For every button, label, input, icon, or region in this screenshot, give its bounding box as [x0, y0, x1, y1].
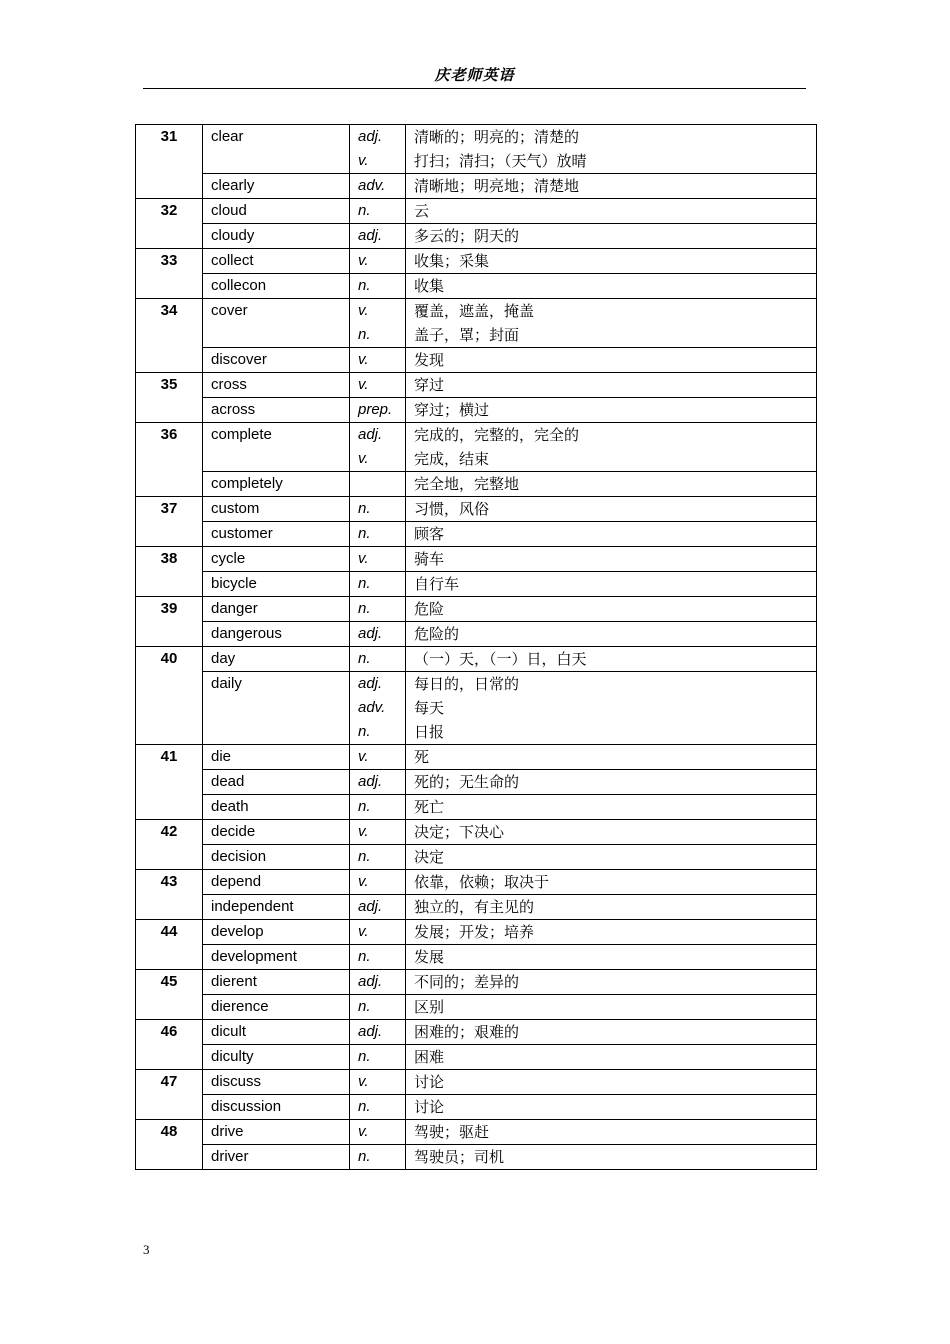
- word-cell: custom: [203, 497, 350, 522]
- definition-cell: [406, 125, 817, 174]
- definition: 发展: [414, 948, 445, 966]
- definition-cell: [406, 1045, 817, 1070]
- definition-cell: [406, 174, 817, 199]
- entry-number: 40: [136, 647, 203, 745]
- table-row: [136, 672, 817, 745]
- definition-cell: [406, 373, 817, 398]
- table-row: [136, 572, 817, 597]
- part-of-speech-cell: [350, 472, 406, 497]
- part-of-speech-cell: [350, 970, 406, 995]
- part-of-speech: adj.: [358, 625, 383, 642]
- part-of-speech: adv.: [358, 177, 386, 194]
- vocabulary-table-body: [136, 125, 817, 1170]
- entry-number: 43: [136, 870, 203, 920]
- table-row: [136, 1095, 817, 1120]
- word-cell: death: [203, 795, 350, 820]
- entry-number: 48: [136, 1120, 203, 1170]
- word-cell: cross: [203, 373, 350, 398]
- definition-cell: [406, 1120, 817, 1145]
- part-of-speech-cell: [350, 1045, 406, 1070]
- part-of-speech: [358, 472, 397, 496]
- definition: 收集: [414, 277, 445, 295]
- table-row: [136, 1020, 817, 1045]
- entry-number: 32: [136, 199, 203, 249]
- definition-cell: [406, 224, 817, 249]
- part-of-speech-cell: [350, 920, 406, 945]
- part-of-speech-cell: [350, 672, 406, 745]
- definition-cell: [406, 970, 817, 995]
- definition: 区别: [414, 998, 445, 1016]
- table-row: [136, 745, 817, 770]
- word-cell: discuss: [203, 1070, 350, 1095]
- part-of-speech: n.: [358, 500, 371, 517]
- definition-cell: [406, 472, 817, 497]
- definition: 打扫；清扫；（天气）放晴: [414, 152, 587, 170]
- part-of-speech: n.: [358, 948, 371, 965]
- word-cell: complete: [203, 423, 350, 472]
- definition: 独立的，有主见的: [414, 898, 535, 916]
- part-of-speech: adj.: [358, 128, 383, 145]
- table-row: [136, 199, 817, 224]
- table-row: [136, 870, 817, 895]
- definition-cell: [406, 497, 817, 522]
- part-of-speech-cell: [350, 299, 406, 348]
- part-of-speech-cell: [350, 249, 406, 274]
- definition-cell: [406, 572, 817, 597]
- definition-cell: [406, 1145, 817, 1170]
- part-of-speech-cell: [350, 845, 406, 870]
- part-of-speech: v.: [358, 550, 369, 567]
- definition-cell: [406, 945, 817, 970]
- definition-cell: [406, 249, 817, 274]
- word-cell: cover: [203, 299, 350, 348]
- table-row: [136, 1145, 817, 1170]
- definition: 决定: [414, 848, 445, 866]
- word-cell: develop: [203, 920, 350, 945]
- definition: 死的；无生命的: [414, 773, 520, 791]
- definition: 驾驶；驱赶: [414, 1123, 490, 1141]
- definition: 决定；下决心: [414, 823, 505, 841]
- part-of-speech: adj.: [358, 426, 383, 443]
- word-cell: customer: [203, 522, 350, 547]
- part-of-speech-cell: [350, 820, 406, 845]
- part-of-speech-cell: [350, 1145, 406, 1170]
- entry-number: 47: [136, 1070, 203, 1120]
- definition-cell: [406, 423, 817, 472]
- part-of-speech-cell: [350, 1020, 406, 1045]
- part-of-speech: n.: [358, 1098, 371, 1115]
- part-of-speech: n.: [358, 998, 371, 1015]
- definition: 日报: [414, 723, 445, 741]
- part-of-speech: n.: [358, 277, 371, 294]
- entry-number: 38: [136, 547, 203, 597]
- table-row: [136, 274, 817, 299]
- definition: 完成的，完整的，完全的: [414, 426, 580, 444]
- part-of-speech: n.: [358, 600, 371, 617]
- word-cell: clear: [203, 125, 350, 174]
- definition-cell: [406, 870, 817, 895]
- part-of-speech-cell: [350, 348, 406, 373]
- entry-number: 41: [136, 745, 203, 820]
- table-row: [136, 845, 817, 870]
- definition-cell: [406, 820, 817, 845]
- word-cell: cycle: [203, 547, 350, 572]
- word-cell: day: [203, 647, 350, 672]
- entry-number: 37: [136, 497, 203, 547]
- part-of-speech: n.: [358, 848, 371, 865]
- definition-cell: [406, 299, 817, 348]
- word-cell: completely: [203, 472, 350, 497]
- part-of-speech-cell: [350, 870, 406, 895]
- definition: 习惯，风俗: [414, 500, 490, 518]
- word-cell: dierent: [203, 970, 350, 995]
- entry-number: 39: [136, 597, 203, 647]
- definition: 穿过；横过: [414, 401, 490, 419]
- definition: 死亡: [414, 798, 445, 816]
- table-row: [136, 522, 817, 547]
- part-of-speech: n.: [358, 326, 371, 343]
- part-of-speech-cell: [350, 547, 406, 572]
- part-of-speech: v.: [358, 351, 369, 368]
- definition: 多云的；阴天的: [414, 227, 520, 245]
- definition: 顾客: [414, 525, 445, 543]
- definition-cell: [406, 622, 817, 647]
- part-of-speech-cell: [350, 522, 406, 547]
- part-of-speech: v.: [358, 748, 369, 765]
- definition: 云: [414, 202, 430, 220]
- part-of-speech: n.: [358, 650, 371, 667]
- word-cell: daily: [203, 672, 350, 745]
- definition: 自行车: [414, 575, 460, 593]
- word-cell: die: [203, 745, 350, 770]
- table-row: [136, 398, 817, 423]
- header-divider: [143, 88, 806, 89]
- definition: 盖子，罩；封面: [414, 326, 520, 344]
- part-of-speech-cell: [350, 125, 406, 174]
- part-of-speech-cell: [350, 945, 406, 970]
- word-cell: independent: [203, 895, 350, 920]
- table-row: [136, 622, 817, 647]
- part-of-speech: n.: [358, 1148, 371, 1165]
- part-of-speech-cell: [350, 895, 406, 920]
- definition: 危险的: [414, 625, 460, 643]
- word-cell: diculty: [203, 1045, 350, 1070]
- table-row: [136, 125, 817, 174]
- part-of-speech: n.: [358, 575, 371, 592]
- word-cell: decision: [203, 845, 350, 870]
- table-row: [136, 497, 817, 522]
- part-of-speech: adj.: [358, 1023, 383, 1040]
- table-row: [136, 920, 817, 945]
- word-cell: decide: [203, 820, 350, 845]
- page-number: 3: [143, 1242, 150, 1257]
- table-row: [136, 770, 817, 795]
- part-of-speech: v.: [358, 152, 369, 169]
- part-of-speech-cell: [350, 745, 406, 770]
- table-row: [136, 299, 817, 348]
- word-cell: danger: [203, 597, 350, 622]
- table-row: [136, 373, 817, 398]
- part-of-speech: n.: [358, 798, 371, 815]
- definition-cell: [406, 398, 817, 423]
- word-cell: depend: [203, 870, 350, 895]
- page-header-title: 庆老师英语: [434, 66, 515, 84]
- word-cell: dead: [203, 770, 350, 795]
- definition-cell: [406, 895, 817, 920]
- definition: 骑车: [414, 550, 445, 568]
- definition-cell: [406, 348, 817, 373]
- definition: （一）天，（一）日，白天: [414, 650, 587, 668]
- part-of-speech-cell: [350, 770, 406, 795]
- definition-cell: [406, 647, 817, 672]
- word-cell: discussion: [203, 1095, 350, 1120]
- word-cell: dierence: [203, 995, 350, 1020]
- table-row: [136, 597, 817, 622]
- part-of-speech-cell: [350, 274, 406, 299]
- table-row: [136, 224, 817, 249]
- table-row: [136, 1120, 817, 1145]
- table-row: [136, 547, 817, 572]
- part-of-speech-cell: [350, 174, 406, 199]
- part-of-speech: v.: [358, 873, 369, 890]
- table-row: [136, 249, 817, 274]
- part-of-speech: adj.: [358, 898, 383, 915]
- entry-number: 36: [136, 423, 203, 497]
- part-of-speech-cell: [350, 497, 406, 522]
- entry-number: 34: [136, 299, 203, 373]
- part-of-speech: n.: [358, 1048, 371, 1065]
- word-cell: cloud: [203, 199, 350, 224]
- table-row: [136, 1070, 817, 1095]
- definition-cell: [406, 597, 817, 622]
- word-cell: discover: [203, 348, 350, 373]
- table-row: [136, 970, 817, 995]
- definition-cell: [406, 745, 817, 770]
- definition-cell: [406, 199, 817, 224]
- part-of-speech: v.: [358, 450, 369, 467]
- definition: 死: [414, 748, 430, 766]
- part-of-speech-cell: [350, 1095, 406, 1120]
- definition: 困难的；艰难的: [414, 1023, 520, 1041]
- part-of-speech: adj.: [358, 973, 383, 990]
- part-of-speech-cell: [350, 199, 406, 224]
- word-cell: development: [203, 945, 350, 970]
- definition-cell: [406, 795, 817, 820]
- part-of-speech-cell: [350, 398, 406, 423]
- table-row: [136, 174, 817, 199]
- definition: 覆盖，遮盖，掩盖: [414, 302, 535, 320]
- definition-cell: [406, 770, 817, 795]
- table-row: [136, 945, 817, 970]
- definition-cell: [406, 274, 817, 299]
- definition: 每日的，日常的: [414, 675, 520, 693]
- definition: 依靠，依赖；取决于: [414, 873, 550, 891]
- definition: 清晰地；明亮地；清楚地: [414, 177, 580, 195]
- definition: 不同的；差异的: [414, 973, 520, 991]
- word-cell: drive: [203, 1120, 350, 1145]
- definition: 发现: [414, 351, 445, 369]
- part-of-speech-cell: [350, 423, 406, 472]
- part-of-speech-cell: [350, 373, 406, 398]
- word-cell: dangerous: [203, 622, 350, 647]
- word-cell: collect: [203, 249, 350, 274]
- definition-cell: [406, 522, 817, 547]
- definition: 收集；采集: [414, 252, 490, 270]
- part-of-speech: v.: [358, 302, 369, 319]
- part-of-speech-cell: [350, 597, 406, 622]
- part-of-speech-cell: [350, 647, 406, 672]
- part-of-speech: adj.: [358, 773, 383, 790]
- table-row: [136, 795, 817, 820]
- definition-cell: [406, 920, 817, 945]
- part-of-speech-cell: [350, 995, 406, 1020]
- entry-number: 35: [136, 373, 203, 423]
- definition-cell: [406, 1070, 817, 1095]
- table-row: [136, 820, 817, 845]
- part-of-speech-cell: [350, 572, 406, 597]
- definition: 完成，结束: [414, 450, 490, 468]
- entry-number: 33: [136, 249, 203, 299]
- table-row: [136, 895, 817, 920]
- definition-cell: [406, 1095, 817, 1120]
- part-of-speech: n.: [358, 202, 371, 219]
- definition: 困难: [414, 1048, 445, 1066]
- entry-number: 31: [136, 125, 203, 199]
- word-cell: clearly: [203, 174, 350, 199]
- part-of-speech: v.: [358, 823, 369, 840]
- part-of-speech: v.: [358, 923, 369, 940]
- part-of-speech: v.: [358, 1123, 369, 1140]
- definition: 清晰的；明亮的；清楚的: [414, 128, 580, 146]
- word-cell: collecon: [203, 274, 350, 299]
- table-row: [136, 472, 817, 497]
- part-of-speech-cell: [350, 1120, 406, 1145]
- entry-number: 45: [136, 970, 203, 1020]
- definition: 发展；开发；培养: [414, 923, 535, 941]
- part-of-speech-cell: [350, 224, 406, 249]
- part-of-speech: v.: [358, 252, 369, 269]
- part-of-speech-cell: [350, 795, 406, 820]
- definition-cell: [406, 1020, 817, 1045]
- definition: 讨论: [414, 1098, 445, 1116]
- part-of-speech: adv.: [358, 699, 386, 716]
- word-cell: cloudy: [203, 224, 350, 249]
- table-row: [136, 348, 817, 373]
- table-row: [136, 1045, 817, 1070]
- entry-number: 46: [136, 1020, 203, 1070]
- table-row: [136, 423, 817, 472]
- definition: 穿过: [414, 376, 445, 394]
- definition: 危险: [414, 600, 445, 618]
- part-of-speech: n.: [358, 723, 371, 740]
- part-of-speech: prep.: [358, 401, 393, 418]
- word-cell: across: [203, 398, 350, 423]
- word-cell: driver: [203, 1145, 350, 1170]
- entry-number: 44: [136, 920, 203, 970]
- definition: 讨论: [414, 1073, 445, 1091]
- part-of-speech: v.: [358, 1073, 369, 1090]
- definition-cell: [406, 995, 817, 1020]
- part-of-speech: adj.: [358, 675, 383, 692]
- vocabulary-table: [135, 124, 817, 1170]
- part-of-speech-cell: [350, 622, 406, 647]
- definition: 每天: [414, 699, 445, 717]
- definition-cell: [406, 672, 817, 745]
- table-row: [136, 647, 817, 672]
- definition: 驾驶员；司机: [414, 1148, 505, 1166]
- entry-number: 42: [136, 820, 203, 870]
- definition: 完全地，完整地: [414, 475, 520, 493]
- table-row: [136, 995, 817, 1020]
- part-of-speech-cell: [350, 1070, 406, 1095]
- part-of-speech: adj.: [358, 227, 383, 244]
- part-of-speech: n.: [358, 525, 371, 542]
- part-of-speech: v.: [358, 376, 369, 393]
- definition-cell: [406, 845, 817, 870]
- word-cell: bicycle: [203, 572, 350, 597]
- definition-cell: [406, 547, 817, 572]
- word-cell: dicult: [203, 1020, 350, 1045]
